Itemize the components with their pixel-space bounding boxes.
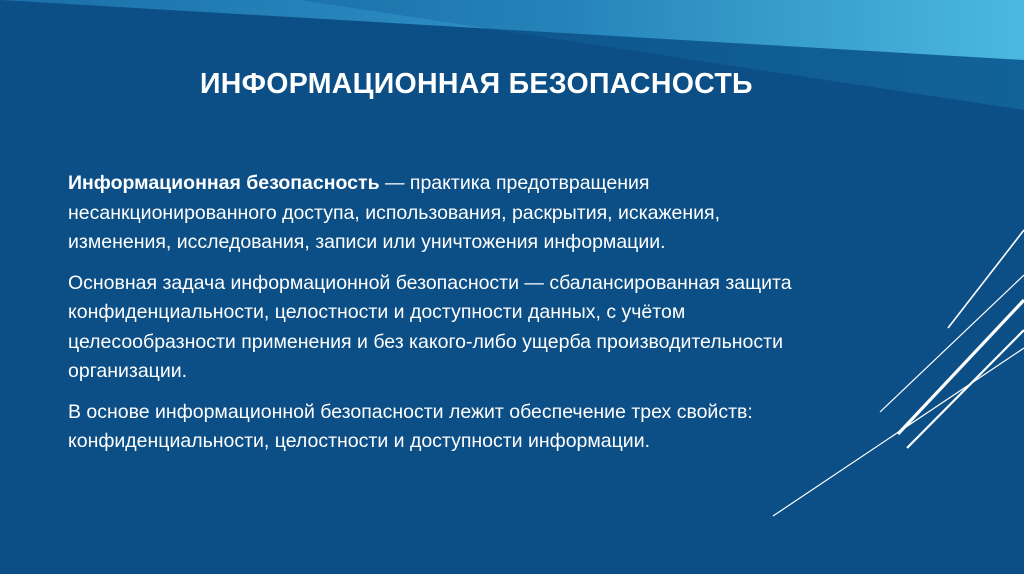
- text-line: несанкционированного доступа, использования, раскрытия, искажения,: [68, 201, 720, 224]
- text-line: — практика предотвращения: [379, 172, 650, 194]
- text-line: Основная задача информационной безопасности — сбалансированная защита: [68, 271, 792, 294]
- paragraph-properties: [68, 398, 918, 457]
- slide-body: [68, 169, 918, 468]
- text-line: конфиденциальности, целостности и доступности данных, с учётом: [68, 301, 686, 323]
- term-highlight: Информационная безопасность: [68, 172, 380, 194]
- text-line: организации.: [68, 360, 188, 382]
- text-line: изменения, исследования, записи или уничтожения информации.: [68, 231, 666, 253]
- text-line: конфиденциальности, целостности и доступности информации.: [68, 430, 651, 452]
- paragraph-definition: [68, 169, 918, 258]
- text-line: В основе информационной безопасности лежит обеспечение трех свойств:: [68, 400, 753, 423]
- text-line: целесообразности применения и без какого-либо ущерба производительности: [68, 330, 783, 353]
- paragraph-main-task: [68, 269, 918, 387]
- slide-title: ИНФОРМАЦИОННАЯ БЕЗОПАСНОСТЬ: [200, 68, 753, 100]
